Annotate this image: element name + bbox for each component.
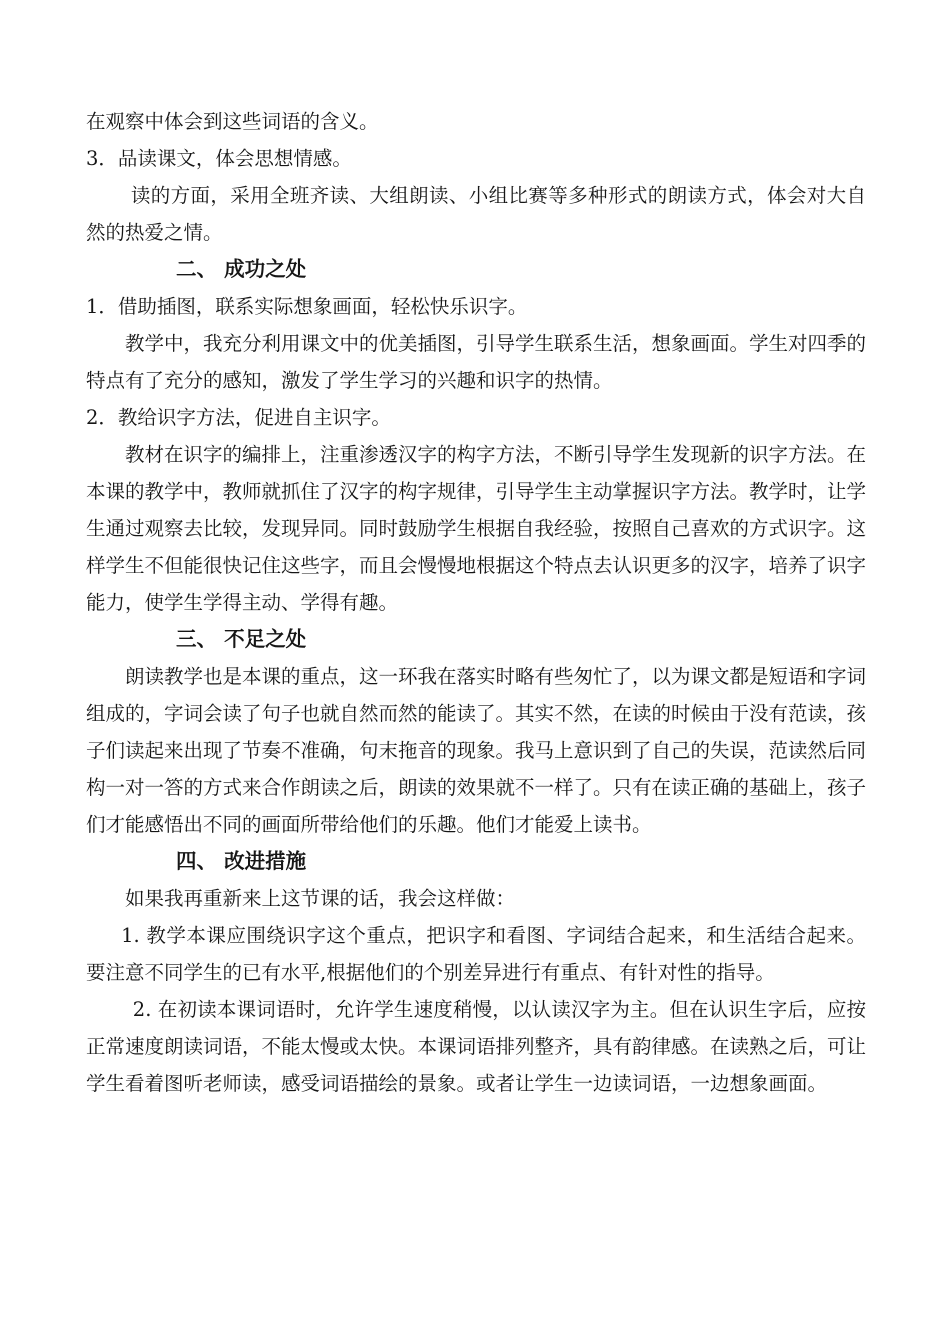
numbered-point-2-literacy-methods: 2．教给识字方法，促进自主识字。 [86, 406, 391, 429]
body-paragraph-reading-teaching: 朗读教学也是本课的重点，这一环我在落实时略有些匆忙了，以为课文都是短语和字词组成的，字词会读了句子也就自然而然的能读了。其实不然，在读的时候由于没有范读，孩子们读起来出现了节奏不准确，句末拖音的现象。我马上意识到了自己的失误，范读然后同构一对一答的方式来合作朗读之后，朗读的效果就不一样了。只有在读正确的基础上，孩子们才能感悟出不同的画面所带给他们的乐趣。他们才能爱上读书。 [86, 665, 867, 836]
section-heading-successes: 二、 成功之处 [176, 257, 307, 281]
paragraph-continuation: 在观察中体会到这些词语的含义。 [86, 110, 379, 133]
document-body [86, 103, 866, 1102]
body-paragraph-reading-methods: 读的方面，采用全班齐读、大组朗读、小组比赛等多种形式的朗读方式，体会对大自然的热爱之情。 [86, 184, 866, 244]
body-paragraph-improvement-intro: 如果我再重新来上这节课的话，我会这样做： [125, 887, 516, 910]
section-heading-improvements: 四、 改进措施 [176, 849, 307, 873]
improvement-item-1: 1. 教学本课应围绕识字这个重点，把识字和看图、字词结合起来，和生活结合起来。要注意不同学生的已有水平,根据他们的个别差异进行有重点、有针对性的指导。 [86, 924, 866, 984]
numbered-point-1-illustrations: 1．借助插图，联系实际想象画面，轻松快乐识字。 [86, 295, 528, 318]
improvement-item-2: 2. 在初读本课词语时，允许学生速度稍慢，以认读汉字为主。但在认识生字后，应按正常速度朗读词语，不能太慢或太快。本课词语排列整齐，具有韵律感。在读熟之后，可让学生看着图听老师读，感受词语描绘的景象。或者让学生一边读词语，一边想象画面。 [86, 998, 867, 1095]
body-paragraph-illustrations: 教学中，我充分利用课文中的优美插图，引导学生联系生活，想象画面。学生对四季的特点有了充分的感知，激发了学生学习的兴趣和识字的热情。 [86, 332, 867, 392]
section-heading-shortcomings: 三、 不足之处 [176, 627, 307, 651]
numbered-point-3: 3．品读课文，体会思想情感。 [86, 147, 352, 170]
body-paragraph-literacy-methods: 教材在识字的编排上，注重渗透汉字的构字方法，不断引导学生发现新的识字方法。在本课的教学中，教师就抓住了汉字的构字规律，引导学生主动掌握识字方法。教学时，让学生通过观察去比较，发现异同。同时鼓励学生根据自我经验，按照自己喜欢的方式识字。这样学生不但能很快记住这些字，而且会慢慢地根据这个特点去认识更多的汉字，培养了识字能力，使学生学得主动、学得有趣。 [86, 443, 867, 614]
